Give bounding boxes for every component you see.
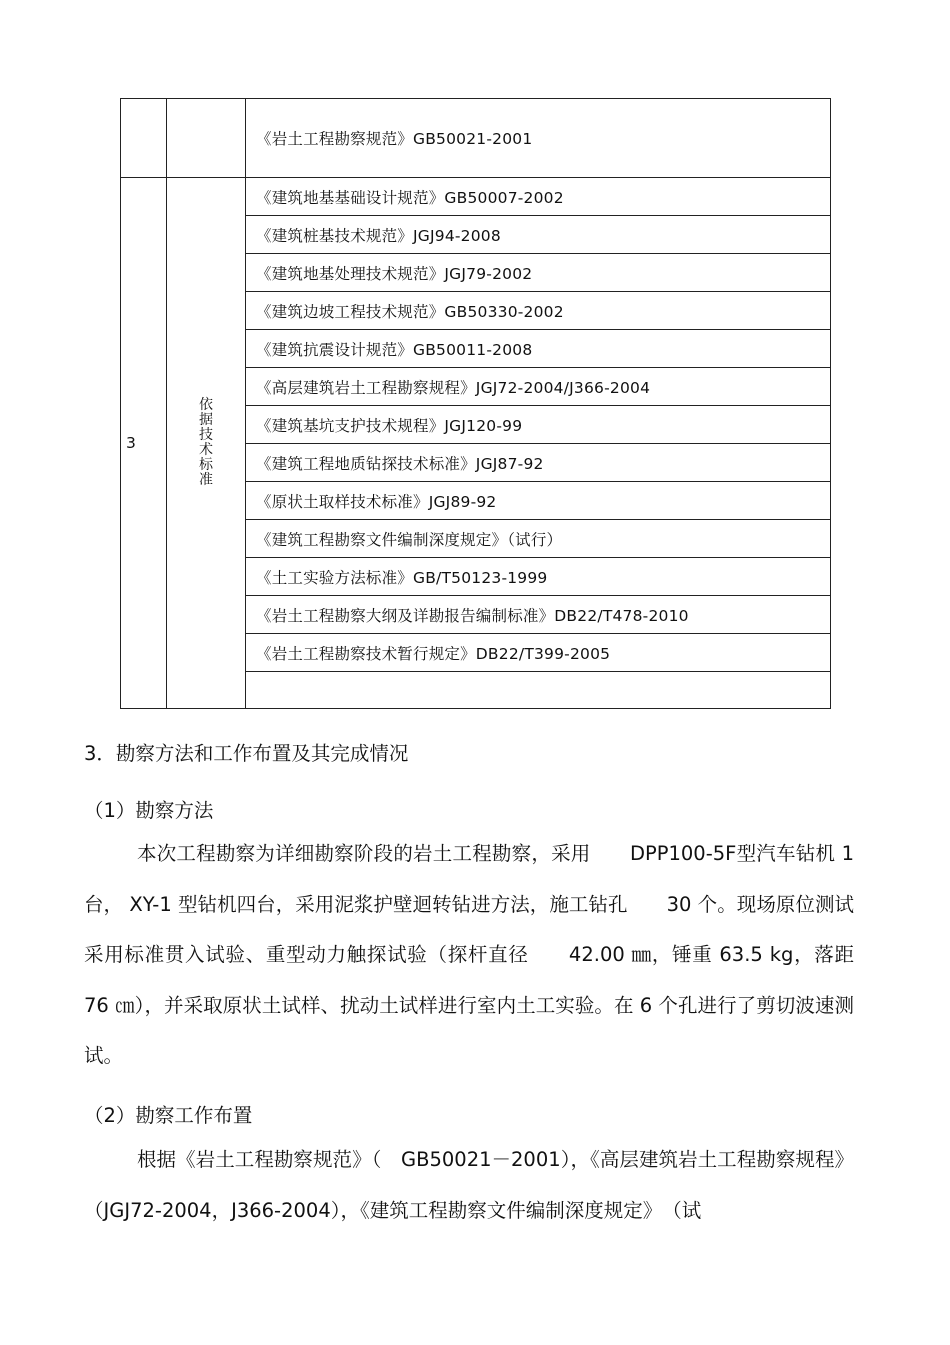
standards-table [120,98,831,709]
empty-seq-cell [121,99,167,178]
standard-item: 《岩土工程勘察大纲及详勘报告编制标准》DB22/T478-2010 [246,596,831,634]
table-row [121,178,831,216]
subsection-heading-method: （1）勘察方法 [84,799,214,822]
standard-item: 《建筑基坑支护技术规程》JGJ120-99 [246,406,831,444]
standard-item: 《建筑地基处理技术规范》JGJ79-2002 [246,254,831,292]
section-heading: 3．勘察方法和工作布置及其完成情况 [84,742,409,765]
empty-category-cell [167,99,246,178]
empty-standard-cell [246,672,831,709]
standard-item: 《建筑地基基础设计规范》GB50007-2002 [246,178,831,216]
standard-item: 《建筑边坡工程技术规范》GB50330-2002 [246,292,831,330]
standard-item: 《建筑抗震设计规范》GB50011-2008 [246,330,831,368]
layout-paragraph-text: 根据《岩土工程勘察规范》（ GB50021－2001），《高层建筑岩土工程勘察规程》（JGJ72-2004，J366-2004），《建筑工程勘察文件编制深度规定》 （试 [84,1148,854,1222]
method-paragraph [84,829,854,1082]
standard-item: 《建筑工程地质钻探技术标准》JGJ87-92 [246,444,831,482]
method-paragraph-text: 本次工程勘察为详细勘察阶段的岩土工程勘察，采用 DPP100-5F型汽车钻机 1 台， XY-1 型钻机四台，采用泥浆护壁迴转钻进方法，施工钻孔 30 个。现场原位测试采用标准贯入试验、重型动力触探试验（探杆直径 42.00 ㎜，锤重 63.5 kg，落距 76 ㎝），并采取原状土试样、扰动土试样进行室内土工实验。在 6 个孔进行了剪切波速测试。 [84,842,854,1067]
category-cell [167,178,246,709]
standard-item: 《岩土工程勘察规范》GB50021-2001 [246,99,831,178]
standard-item: 《建筑桩基技术规范》JGJ94-2008 [246,216,831,254]
seq-number: 3 [121,178,167,709]
layout-paragraph [84,1135,854,1236]
table-row [121,99,831,178]
standard-item: 《高层建筑岩土工程勘察规程》JGJ72-2004/J366-2004 [246,368,831,406]
standard-item: 《建筑工程勘察文件编制深度规定》（试行） [246,520,831,558]
standard-item: 《土工实验方法标准》GB/T50123-1999 [246,558,831,596]
standard-item: 《原状土取样技术标准》JGJ89-92 [246,482,831,520]
standard-item: 《岩土工程勘察技术暂行规定》DB22/T399-2005 [246,634,831,672]
category-label: 依据技术标准 [199,397,213,488]
subsection-heading-layout: （2）勘察工作布置 [84,1104,253,1127]
